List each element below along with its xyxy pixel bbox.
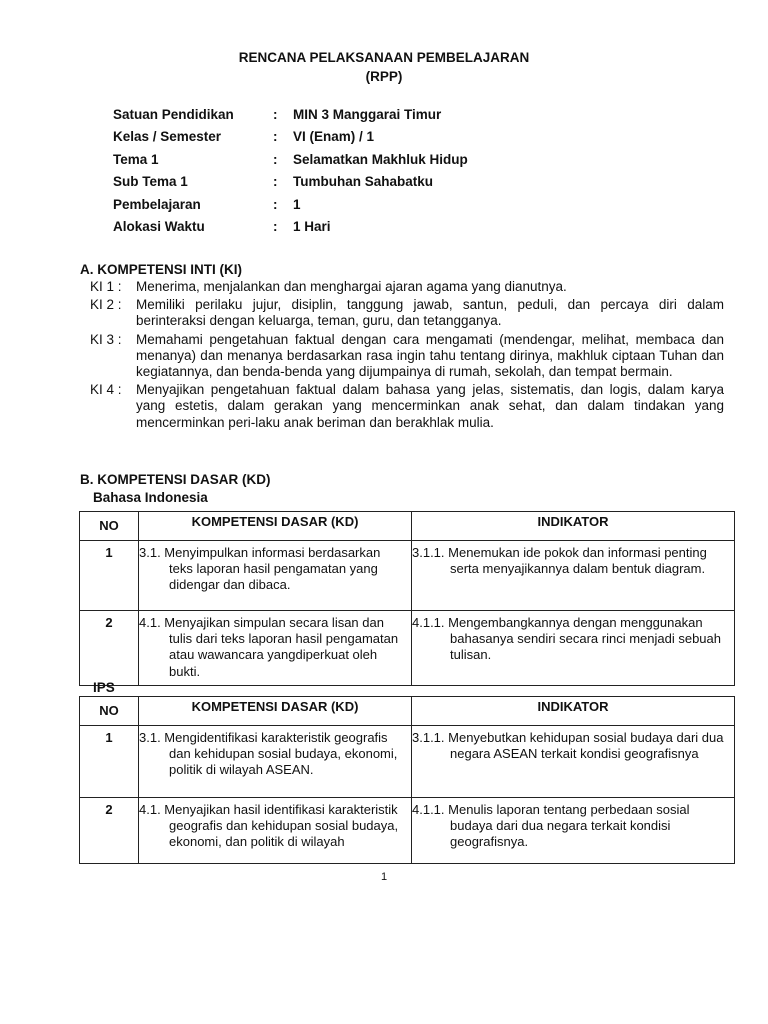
subject-title-bahasa-indonesia: Bahasa Indonesia bbox=[93, 490, 208, 505]
kd-cell: 4.1. Menyajikan simpulan secara lisan dan tulis dari teks laporan hasil pengamatan atau wawancara yangdiperkuat oleh bukti. bbox=[139, 611, 412, 686]
ki-list bbox=[90, 279, 724, 433]
indikator-cell: 4.1.1. Menulis laporan tentang perbedaan sosial budaya dari dua negara terkait kondisi geografisnya. bbox=[412, 798, 735, 864]
meta-row-alokasi: Alokasi Waktu : 1 Hari bbox=[113, 218, 331, 234]
table-row bbox=[80, 726, 735, 798]
header-kd: KOMPETENSI DASAR (KD) bbox=[139, 697, 412, 726]
kd-table-bahasa-indonesia bbox=[79, 511, 735, 686]
kd-cell: 3.1. Mengidentifikasi karakteristik geografis dan kehidupan sosial budaya, ekonomi, politik di wilayah ASEAN. bbox=[139, 726, 412, 798]
ki-item: KI 2 : Memiliki perilaku jujur, disiplin, tanggung jawab, santun, peduli, dan percaya diri dalam berinteraksi dengan keluarga, teman, guru, dan tetangganya. bbox=[90, 297, 724, 329]
table-row bbox=[80, 798, 735, 864]
row-number: 1 bbox=[80, 726, 139, 798]
page-number: 1 bbox=[380, 871, 388, 883]
header-no: NO bbox=[80, 512, 139, 541]
header-no: NO bbox=[80, 697, 139, 726]
meta-row-kelas: Kelas / Semester : VI (Enam) / 1 bbox=[113, 129, 375, 145]
indikator-cell: 3.1.1. Menemukan ide pokok dan informasi penting serta menyajikannya dalam bentuk diagram. bbox=[412, 541, 735, 611]
kd-cell: 4.1. Menyajikan hasil identifikasi karakteristik geografis dan kehidupan sosial budaya, ekonomi, dan politik di wilayah bbox=[139, 798, 412, 864]
table-row bbox=[80, 611, 735, 686]
ki-item: KI 1 : Menerima, menjalankan dan menghargai ajaran agama yang dianutnya. bbox=[90, 279, 567, 294]
document-title: RENCANA PELAKSANAAN PEMBELAJARAN bbox=[238, 50, 530, 65]
ki-item: KI 4 : Menyajikan pengetahuan faktual dalam bahasa yang jelas, sistematis, dan logis, dalam karya yang estetis, dalam gerakan yang mencerminkan anak sehat, dan dalam tindakan yang mencerminkan peri-laku anak beriman dan berakhlak mulia. bbox=[90, 382, 724, 430]
meta-row-pembelajaran: Pembelajaran : 1 bbox=[113, 196, 301, 212]
table-header-row bbox=[80, 697, 735, 726]
meta-row-subtema: Sub Tema 1 : Tumbuhan Sahabatku bbox=[113, 174, 434, 190]
row-number: 2 bbox=[80, 611, 139, 686]
row-number: 1 bbox=[80, 541, 139, 611]
header-indikator: INDIKATOR bbox=[412, 512, 735, 541]
ki-item: KI 3 : Memahami pengetahuan faktual dengan cara mengamati (mendengar, melihat, membaca dan menanya) dan menanya berdasarkan rasa ingin tahu tentang dirinya, makhluk ciptaan Tuhan dan kegiatannya, dan benda-benda yang dijumpainya di rumah, sekolah, dan tempat bermain. bbox=[90, 331, 724, 380]
header-indikator: INDIKATOR bbox=[412, 697, 735, 726]
document-subtitle: (RPP) bbox=[365, 69, 403, 84]
identity-block bbox=[113, 107, 468, 241]
section-a-heading: A. KOMPETENSI INTI (KI) bbox=[80, 262, 242, 277]
section-b-heading: B. KOMPETENSI DASAR (KD) bbox=[80, 472, 271, 487]
meta-row-satuan: Satuan Pendidikan : MIN 3 Manggarai Timur bbox=[113, 107, 442, 122]
meta-row-tema: Tema 1 : Selamatkan Makhluk Hidup bbox=[113, 151, 468, 167]
kd-table-ips bbox=[79, 696, 735, 864]
subject-title-ips: IPS bbox=[93, 680, 115, 695]
header-kd: KOMPETENSI DASAR (KD) bbox=[139, 512, 412, 541]
table-row bbox=[80, 541, 735, 611]
kd-cell: 3.1. Menyimpulkan informasi berdasarkan teks laporan hasil pengamatan yang didengar dan dibaca. bbox=[139, 541, 412, 611]
row-number: 2 bbox=[80, 798, 139, 864]
indikator-cell: 3.1.1. Menyebutkan kehidupan sosial budaya dari dua negara ASEAN terkait kondisi geografisnya bbox=[412, 726, 735, 798]
table-header-row bbox=[80, 512, 735, 541]
indikator-cell: 4.1.1. Mengembangkannya dengan menggunakan bahasanya sendiri secara rinci menjadi sebuah tulisan. bbox=[412, 611, 735, 686]
